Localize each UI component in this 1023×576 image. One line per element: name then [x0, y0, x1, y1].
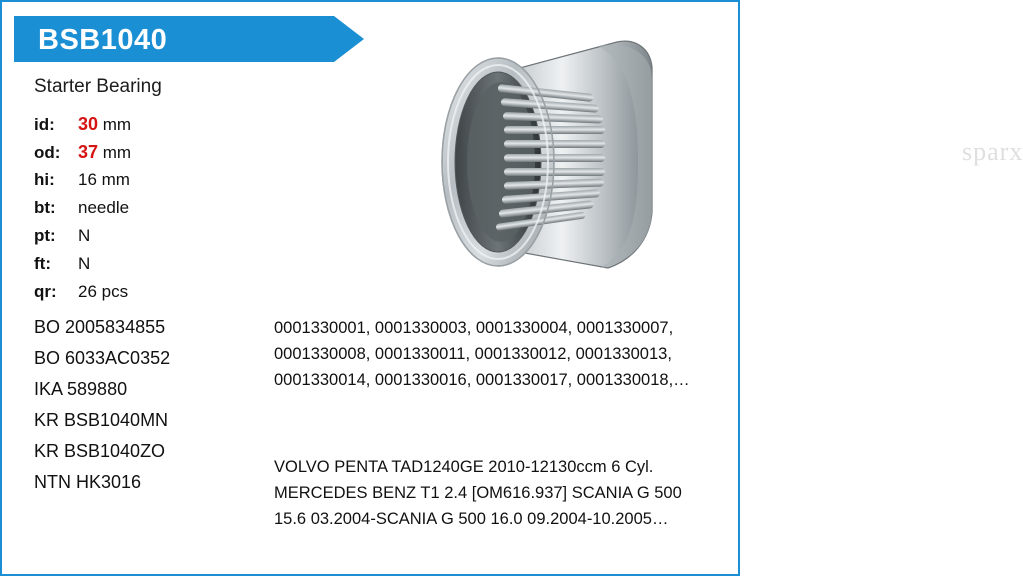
header-banner — [14, 16, 364, 62]
page-title: BSB1040 — [38, 24, 168, 56]
spec-key-hi: hi: — [34, 170, 55, 189]
list-item: BO 2005834855 — [34, 317, 166, 337]
spec-value-hi: 16 mm — [78, 170, 130, 189]
spec-key-qr: qr: — [34, 282, 57, 301]
spec-row-od — [34, 142, 254, 170]
spec-row-id — [34, 114, 254, 142]
product-photo — [402, 12, 1023, 307]
spec-key-pt: pt: — [34, 226, 56, 245]
spec-row-ft — [34, 254, 254, 282]
spec-value-id-number: 30 — [78, 114, 99, 134]
spec-row-hi — [34, 170, 254, 198]
list-item: KR BSB1040MN — [34, 410, 169, 430]
list-item: BO 6033AC0352 — [34, 348, 171, 368]
spec-value-pt: N — [78, 226, 91, 245]
list-item: NTN HK3016 — [34, 472, 142, 492]
bearing-illustration — [402, 12, 732, 307]
product-subtitle: Starter Bearing — [34, 76, 162, 97]
spec-value-id-unit: mm — [98, 115, 132, 134]
watermark-text: sparx — [962, 137, 1023, 166]
spec-key-id: id: — [34, 115, 55, 134]
list-item: KR BSB1040ZO — [34, 441, 166, 461]
spec-key-ft: ft: — [34, 254, 51, 273]
spec-row-pt — [34, 226, 254, 254]
oe-numbers-text: 0001330001, 0001330003, 0001330004, 0001330007, 0001330008, 0001330011, 0001330012, 0001330013, 0001330014, 0001330016, 0001330017, 0001330018,… — [274, 319, 690, 389]
spec-value-ft: N — [78, 254, 91, 273]
spec-value-od-unit: mm — [98, 143, 132, 162]
spec-value-bt: needle — [78, 198, 130, 217]
spec-key-od: od: — [34, 143, 61, 162]
spec-value-id — [78, 114, 131, 135]
spec-row-bt — [34, 198, 254, 226]
spec-value-od — [78, 142, 131, 163]
specs-table — [34, 114, 254, 310]
cross-reference-list — [34, 312, 264, 498]
applications-text: VOLVO PENTA TAD1240GE 2010-12130ccm 6 Cyl. MERCEDES BENZ T1 2.4 [OM616.937] SCANIA G 500 15.6 03.2004-SCANIA G 500 16.0 09.2004-10.2005… — [274, 458, 682, 528]
list-item: IKA 589880 — [34, 379, 128, 399]
spec-row-qr — [34, 282, 254, 310]
spec-key-bt: bt: — [34, 198, 56, 217]
spec-value-od-number: 37 — [78, 142, 99, 162]
spec-value-qr: 26 pcs — [78, 282, 129, 301]
